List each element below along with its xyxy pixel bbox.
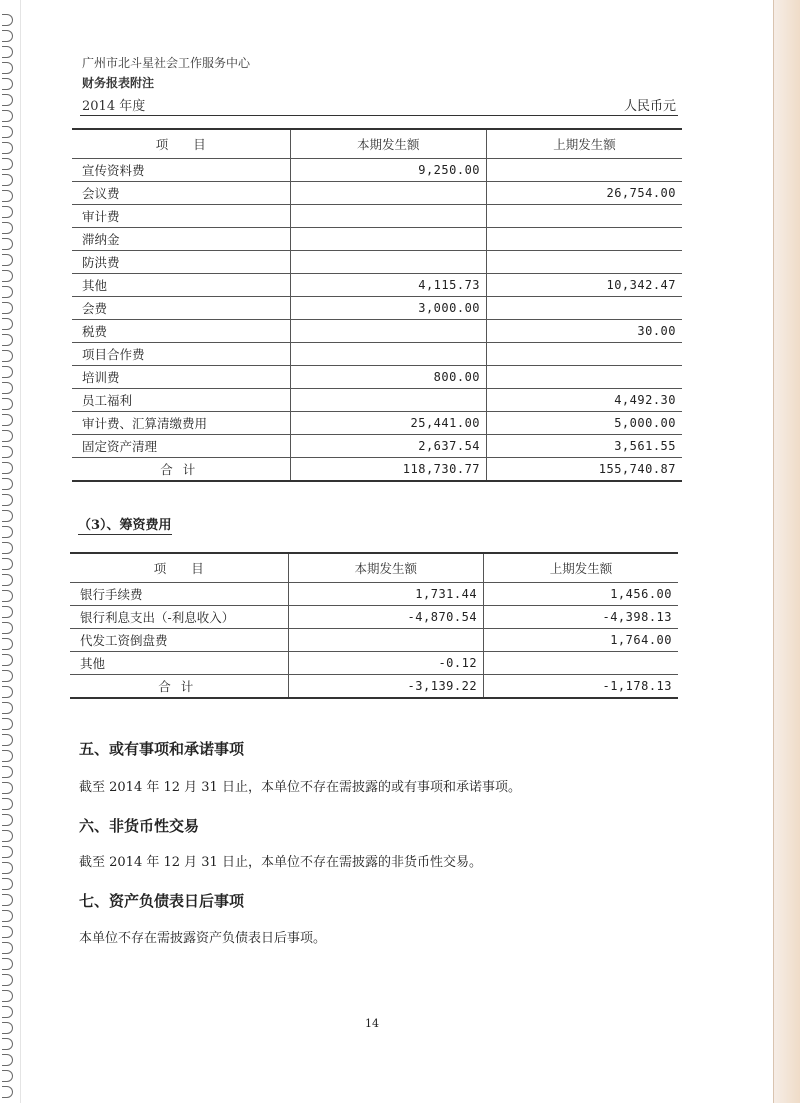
binding-ring [2, 126, 13, 138]
total-current-amount: 118,730.77 [290, 458, 487, 482]
binding-ring [2, 686, 13, 698]
row-current-amount [290, 343, 487, 366]
financing-expense-table [70, 552, 678, 699]
binding-ring [2, 558, 13, 570]
report-year: 2014 年度 [82, 99, 146, 114]
binding-ring [2, 254, 13, 266]
binding-ring [2, 238, 13, 250]
row-item: 员工福利 [72, 389, 290, 412]
binding-ring [2, 878, 13, 890]
row-current-amount [290, 182, 487, 205]
spiral-binding [0, 0, 21, 1103]
binding-ring [2, 526, 13, 538]
total-current-amount: -3,139.22 [288, 675, 484, 699]
binding-ring [2, 734, 13, 746]
binding-ring [2, 910, 13, 922]
binding-ring [2, 782, 13, 794]
row-prior-amount [484, 652, 678, 675]
binding-ring [2, 894, 13, 906]
row-item: 会费 [72, 297, 290, 320]
row-item: 固定资产清理 [72, 435, 290, 458]
row-current-amount: 9,250.00 [290, 159, 487, 182]
binding-ring [2, 62, 13, 74]
table-row [72, 412, 682, 435]
row-current-amount: -0.12 [288, 652, 484, 675]
binding-ring [2, 942, 13, 954]
binding-ring [2, 46, 13, 58]
binding-ring [2, 862, 13, 874]
table-row [72, 274, 682, 297]
financing-expense-heading: （3）、筹资费用 [78, 514, 172, 535]
row-prior-amount: 5,000.00 [487, 412, 682, 435]
binding-ring [2, 430, 13, 442]
row-item: 会议费 [72, 182, 290, 205]
row-item: 银行手续费 [70, 583, 288, 606]
binding-ring [2, 366, 13, 378]
organization-name: 广州市北斗星社会工作服务中心 [82, 56, 251, 70]
table-row [72, 389, 682, 412]
table-row [72, 343, 682, 366]
binding-ring [2, 478, 13, 490]
binding-ring [2, 670, 13, 682]
binding-ring [2, 462, 13, 474]
row-current-amount: 4,115.73 [290, 274, 487, 297]
row-item: 培训费 [72, 366, 290, 389]
row-prior-amount [487, 297, 682, 320]
binding-ring [2, 398, 13, 410]
section-nonmonetary-body: 截至 2014 年 12 月 31 日止，本单位不存在需披露的非货币性交易。 [79, 855, 482, 870]
table-row [72, 366, 682, 389]
table-row [72, 320, 682, 343]
binding-ring [2, 382, 13, 394]
column-header-item: 项 目 [70, 553, 288, 583]
binding-ring [2, 990, 13, 1002]
header-divider [80, 115, 678, 116]
row-current-amount: 25,441.00 [290, 412, 487, 435]
column-header-item: 项 目 [72, 129, 290, 159]
row-item: 审计费 [72, 205, 290, 228]
column-header-current: 本期发生额 [290, 129, 487, 159]
row-current-amount: 2,637.54 [290, 435, 487, 458]
binding-ring [2, 350, 13, 362]
expense-table [72, 128, 682, 482]
binding-ring [2, 494, 13, 506]
row-item: 银行利息支出（-利息收入） [70, 606, 288, 629]
table-row [72, 297, 682, 320]
row-current-amount [290, 205, 487, 228]
table-row [72, 435, 682, 458]
binding-ring [2, 958, 13, 970]
row-prior-amount [487, 159, 682, 182]
row-current-amount: 1,731.44 [288, 583, 484, 606]
binding-ring [2, 638, 13, 650]
row-item: 防洪费 [72, 251, 290, 274]
binding-ring [2, 542, 13, 554]
table-row [72, 159, 682, 182]
row-item: 滞纳金 [72, 228, 290, 251]
currency-unit: 人民币元 [623, 99, 676, 114]
binding-ring [2, 702, 13, 714]
binding-ring [2, 654, 13, 666]
row-prior-amount [487, 228, 682, 251]
binding-ring [2, 830, 13, 842]
section-subsequent-events-body: 本单位不存在需披露资产负债表日后事项。 [79, 931, 327, 946]
binding-ring [2, 606, 13, 618]
row-prior-amount [487, 205, 682, 228]
table-row [72, 251, 682, 274]
section-nonmonetary-title: 六、非货币性交易 [79, 817, 200, 835]
binding-ring [2, 718, 13, 730]
table-header-row [72, 129, 682, 159]
binding-ring [2, 14, 13, 26]
binding-ring [2, 1070, 13, 1082]
document-title: 财务报表附注 [82, 76, 155, 90]
row-item: 其他 [72, 274, 290, 297]
binding-ring [2, 222, 13, 234]
binding-ring [2, 158, 13, 170]
table-row [70, 606, 678, 629]
binding-ring [2, 318, 13, 330]
row-prior-amount: 1,456.00 [484, 583, 678, 606]
page-number: 14 [365, 1017, 379, 1030]
binding-ring [2, 798, 13, 810]
page-edge [773, 0, 800, 1103]
section-subsequent-events-title: 七、资产负债表日后事项 [79, 892, 245, 910]
row-prior-amount [487, 366, 682, 389]
row-prior-amount: 4,492.30 [487, 389, 682, 412]
binding-ring [2, 174, 13, 186]
binding-ring [2, 334, 13, 346]
total-prior-amount: -1,178.13 [484, 675, 678, 699]
binding-ring [2, 1086, 13, 1098]
binding-ring [2, 94, 13, 106]
binding-ring [2, 110, 13, 122]
row-prior-amount: -4,398.13 [484, 606, 678, 629]
row-current-amount: -4,870.54 [288, 606, 484, 629]
binding-ring [2, 1006, 13, 1018]
table-row [70, 583, 678, 606]
binding-ring [2, 206, 13, 218]
total-prior-amount: 155,740.87 [487, 458, 682, 482]
binding-ring [2, 190, 13, 202]
binding-ring [2, 766, 13, 778]
binding-ring [2, 1054, 13, 1066]
total-label: 合计 [70, 675, 288, 699]
row-prior-amount: 30.00 [487, 320, 682, 343]
binding-ring [2, 446, 13, 458]
table-row [70, 652, 678, 675]
row-item: 代发工资倒盘费 [70, 629, 288, 652]
table-row [70, 629, 678, 652]
binding-ring [2, 30, 13, 42]
row-item: 其他 [70, 652, 288, 675]
binding-ring [2, 574, 13, 586]
binding-ring [2, 142, 13, 154]
table-header-row [70, 553, 678, 583]
binding-ring [2, 622, 13, 634]
binding-ring [2, 510, 13, 522]
binding-ring [2, 286, 13, 298]
row-prior-amount [487, 251, 682, 274]
section-contingencies-title: 五、或有事项和承诺事项 [79, 740, 245, 758]
table-row [72, 182, 682, 205]
binding-ring [2, 78, 13, 90]
row-prior-amount [487, 343, 682, 366]
binding-ring [2, 590, 13, 602]
binding-ring [2, 926, 13, 938]
binding-ring [2, 414, 13, 426]
table-row [72, 205, 682, 228]
binding-ring [2, 814, 13, 826]
binding-ring [2, 846, 13, 858]
row-current-amount: 800.00 [290, 366, 487, 389]
total-label: 合计 [72, 458, 290, 482]
row-prior-amount: 3,561.55 [487, 435, 682, 458]
column-header-prior: 上期发生额 [484, 553, 678, 583]
total-row [72, 458, 682, 482]
row-current-amount [290, 320, 487, 343]
row-prior-amount: 26,754.00 [487, 182, 682, 205]
row-item: 宣传资料费 [72, 159, 290, 182]
binding-ring [2, 1038, 13, 1050]
row-item: 审计费、汇算清缴费用 [72, 412, 290, 435]
row-current-amount [290, 251, 487, 274]
row-prior-amount: 10,342.47 [487, 274, 682, 297]
row-current-amount [290, 228, 487, 251]
row-current-amount: 3,000.00 [290, 297, 487, 320]
row-item: 项目合作费 [72, 343, 290, 366]
binding-ring [2, 270, 13, 282]
row-current-amount [288, 629, 484, 652]
binding-ring [2, 974, 13, 986]
total-row [70, 675, 678, 699]
binding-ring [2, 750, 13, 762]
row-prior-amount: 1,764.00 [484, 629, 678, 652]
binding-ring [2, 302, 13, 314]
section-contingencies-body: 截至 2014 年 12 月 31 日止，本单位不存在需披露的或有事项和承诺事项。 [79, 780, 521, 795]
table-row [72, 228, 682, 251]
row-item: 税费 [72, 320, 290, 343]
row-current-amount [290, 389, 487, 412]
column-header-prior: 上期发生额 [487, 129, 682, 159]
column-header-current: 本期发生额 [288, 553, 484, 583]
binding-ring [2, 1022, 13, 1034]
